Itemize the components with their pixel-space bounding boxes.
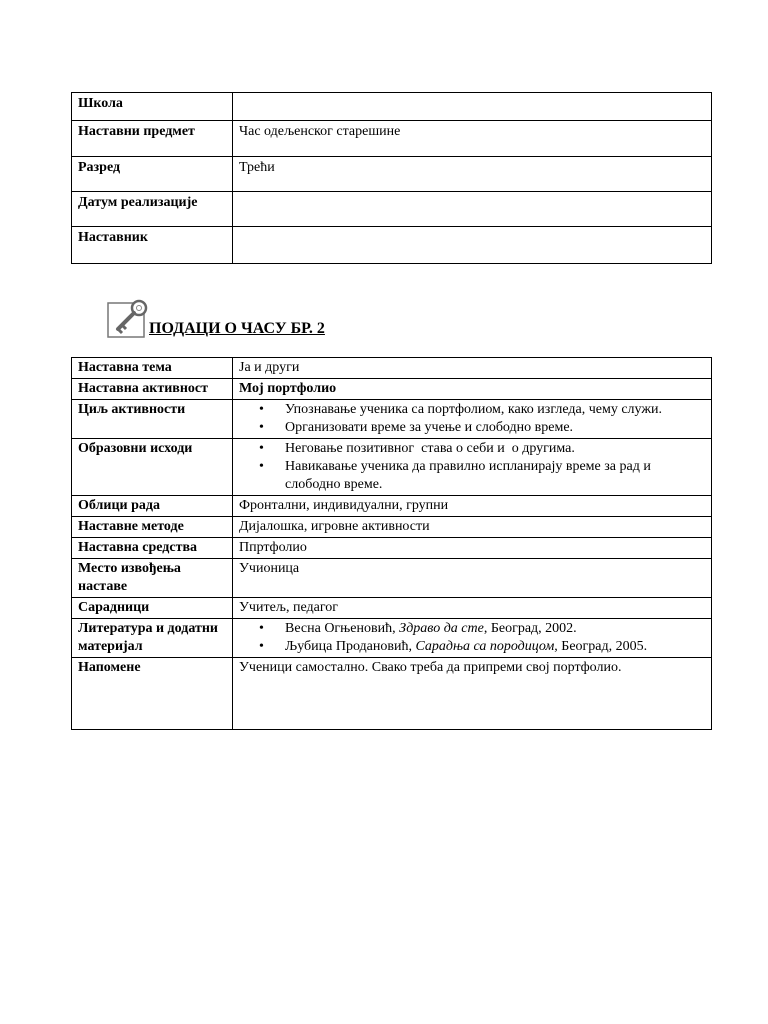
row-predmet xyxy=(72,121,712,157)
value-saradnici: Учитељ, педагог xyxy=(233,598,712,619)
value-skola xyxy=(233,93,712,121)
row-oblici xyxy=(72,496,712,517)
label-saradnici: Сарадници xyxy=(72,598,233,619)
label-napomene: Напомене xyxy=(72,658,233,730)
value-sredstva: Ппртфолио xyxy=(233,538,712,559)
ref-author: Весна Огњеновић, xyxy=(285,621,400,636)
value-razred: Трећи xyxy=(233,157,712,192)
label-nastavnik: Наставник xyxy=(72,227,233,264)
row-tema xyxy=(72,358,712,379)
row-datum xyxy=(72,192,712,227)
value-cilj xyxy=(233,400,712,439)
value-literatura xyxy=(233,619,712,658)
ishodi-list xyxy=(239,440,705,494)
row-saradnici xyxy=(72,598,712,619)
list-item xyxy=(239,620,705,638)
header-table xyxy=(71,92,712,264)
list-item: • Неговање позитивног става о себи и о другима. xyxy=(239,440,705,458)
label-ishodi: Образовни исходи xyxy=(72,439,233,496)
row-metode xyxy=(72,517,712,538)
ref-title: Сарадња са породицом xyxy=(415,639,555,654)
list-item xyxy=(239,638,705,656)
row-cilj xyxy=(72,400,712,439)
label-aktivnost: Наставна активност xyxy=(72,379,233,400)
label-literatura: Литература и додатни материјал xyxy=(72,619,233,658)
lesson-heading xyxy=(106,296,325,340)
value-mesto: Учионица xyxy=(233,559,712,598)
label-sredstva: Наставна средства xyxy=(72,538,233,559)
row-aktivnost xyxy=(72,379,712,400)
list-item: • Упознавање ученика са портфолиом, како изгледа, чему служи. xyxy=(239,401,705,419)
key-icon xyxy=(106,298,148,340)
label-skola: Школа xyxy=(72,93,233,121)
label-mesto: Место извођења наставе xyxy=(72,559,233,598)
label-datum: Датум реализације xyxy=(72,192,233,227)
value-ishodi xyxy=(233,439,712,496)
label-tema: Наставна тема xyxy=(72,358,233,379)
row-ishodi xyxy=(72,439,712,496)
value-aktivnost: Мој портфолио xyxy=(233,379,712,400)
row-literatura xyxy=(72,619,712,658)
value-napomene: Ученици самостално. Свако треба да припреми свој портфолио. xyxy=(233,658,712,730)
lesson-table xyxy=(71,357,712,730)
label-metode: Наставне методе xyxy=(72,517,233,538)
ref-author: Љубица Продановић, xyxy=(285,639,416,654)
lesson-title: ПОДАЦИ О ЧАСУ БР. 2 xyxy=(149,320,325,337)
label-cilj: Циљ активности xyxy=(72,400,233,439)
ref-title: Здраво да сте xyxy=(399,621,484,636)
value-nastavnik xyxy=(233,227,712,264)
row-nastavnik xyxy=(72,227,712,264)
value-metode: Дијалошка, игровне активности xyxy=(233,517,712,538)
value-predmet: Час одељенског старешине xyxy=(233,121,712,157)
cilj-list xyxy=(239,401,705,437)
list-item: • Организовати време за учење и слободно време. xyxy=(239,419,705,437)
list-item: • Навикавање ученика да правилно испланирају време за рад и слободно време. xyxy=(239,458,705,494)
label-predmet: Наставни предмет xyxy=(72,121,233,157)
value-oblici: Фронтални, индивидуални, групни xyxy=(233,496,712,517)
label-razred: Разред xyxy=(72,157,233,192)
ref-rest: , Београд, 2002. xyxy=(483,621,577,636)
literatura-list xyxy=(239,620,705,656)
row-razred xyxy=(72,157,712,192)
row-napomene xyxy=(72,658,712,730)
row-sredstva xyxy=(72,538,712,559)
row-skola xyxy=(72,93,712,121)
value-tema: Ја и други xyxy=(233,358,712,379)
ref-rest: , Београд, 2005. xyxy=(554,639,648,654)
label-oblici: Облици рада xyxy=(72,496,233,517)
row-mesto xyxy=(72,559,712,598)
value-datum xyxy=(233,192,712,227)
